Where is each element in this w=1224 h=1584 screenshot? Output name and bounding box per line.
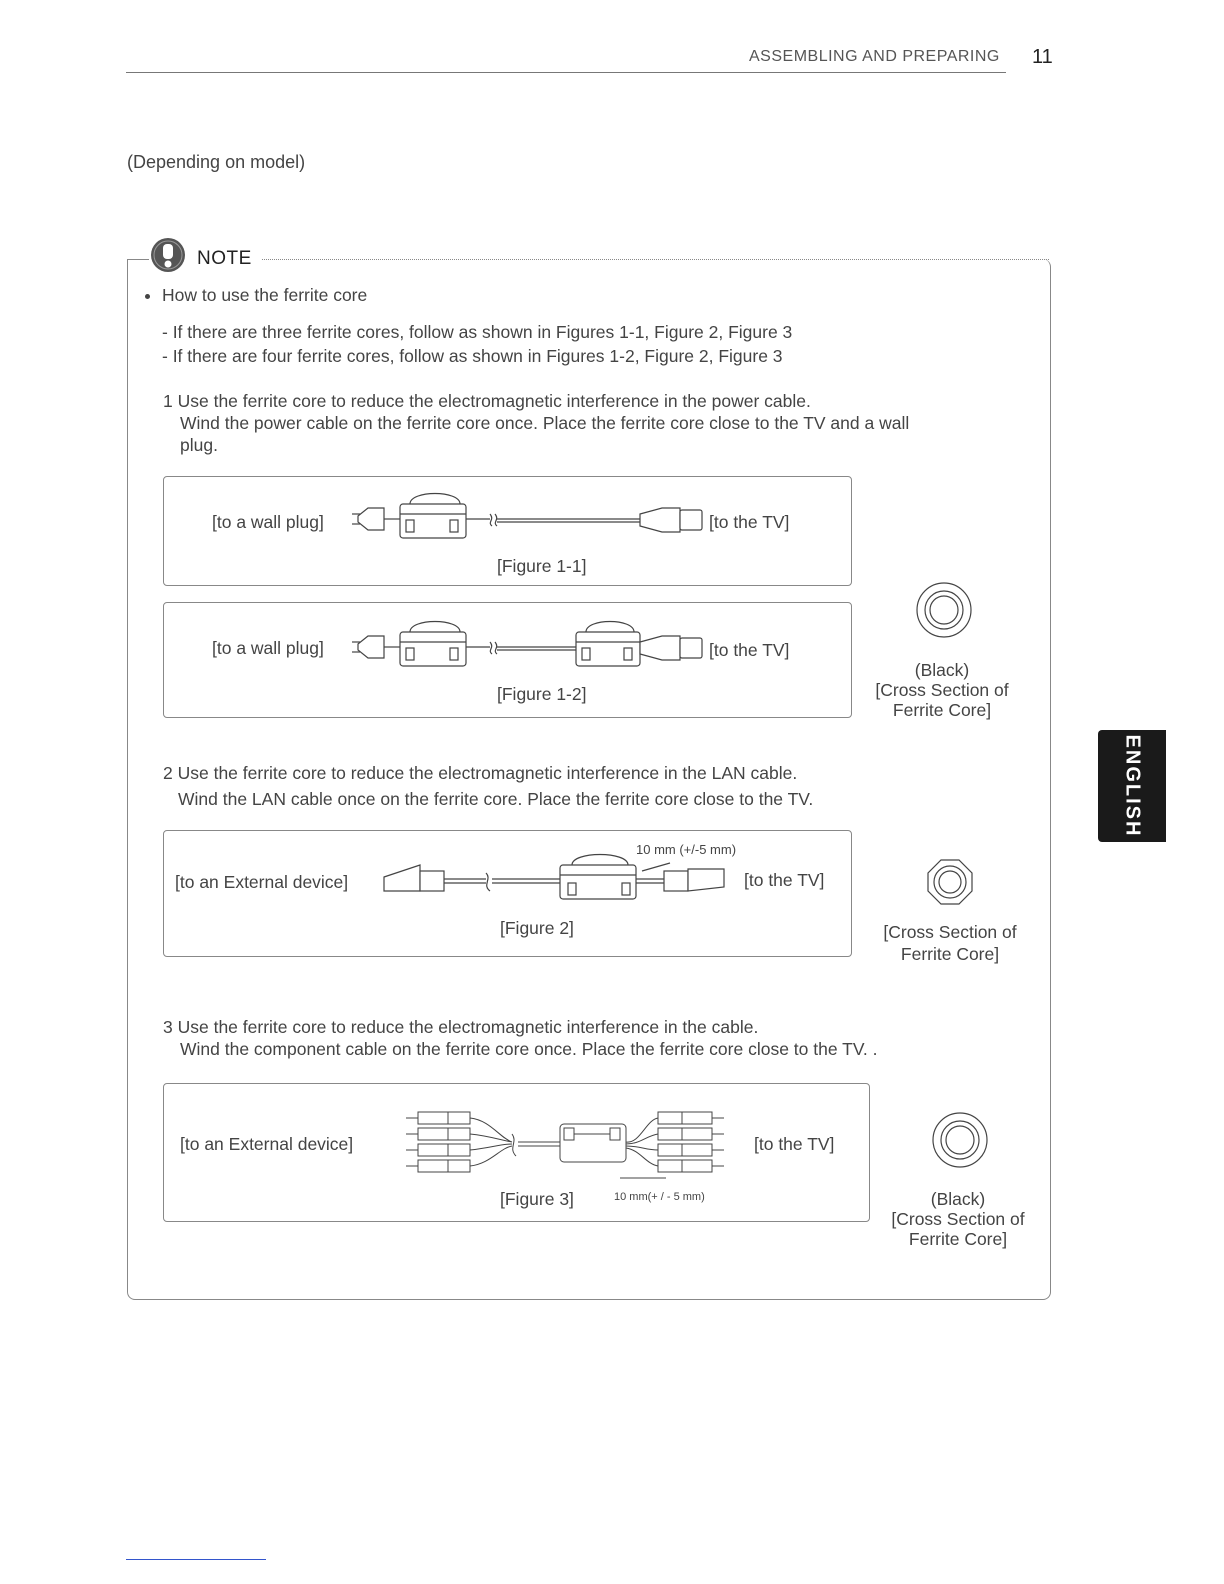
note-bullet-text: How to use the ferrite core [162, 285, 368, 305]
step-3-line-1: 3 Use the ferrite core to reduce the electromagnetic interference in the cable. [163, 1017, 759, 1037]
lan-cable-illustration [380, 855, 740, 905]
step-1-line-2: Wind the power cable on the ferrite core once. Place the ferrite core close to the TV and a wall [180, 413, 910, 433]
page-number: 11 [1032, 46, 1053, 68]
figure-2-left-label: [to an External device] [175, 872, 349, 892]
figure-1-1-right-label: [to the TV] [709, 512, 790, 532]
language-side-tab [1098, 730, 1166, 842]
cross-section-1-line-2: Ferrite Core] [892, 700, 992, 720]
step-1-line-3: plug. [180, 435, 218, 455]
figure-1-1-caption: [Figure 1-1] [497, 556, 587, 576]
note-line-2: - If there are four ferrite cores, follow as shown in Figures 1-2, Figure 2, Figure 3 [162, 346, 783, 366]
figure-1-1-left-label: [to a wall plug] [212, 512, 324, 532]
exclamation-icon [150, 237, 186, 273]
note-line-1: - If there are three ferrite cores, follow as shown in Figures 1-1, Figure 2, Figure 3 [162, 322, 793, 342]
step-2-line-2: Wind the LAN cable once on the ferrite core. Place the ferrite core close to the TV. [178, 789, 814, 809]
note-box-top-left-border [127, 259, 149, 260]
figure-3-caption: [Figure 3] [500, 1189, 574, 1209]
ferrite-core-cross-section-icon [925, 857, 975, 907]
component-cable-illustration [400, 1108, 730, 1184]
step-2-line-1: 2 Use the ferrite core to reduce the electromagnetic interference in the LAN cable. [163, 763, 798, 783]
cross-section-3-color: (Black) [930, 1189, 986, 1209]
figure-3-right-label: [to the TV] [754, 1134, 835, 1154]
footer-rule [126, 1559, 266, 1560]
figure-3-left-label: [to an External device] [180, 1134, 354, 1154]
figure-2-measure: 10 mm (+/-5 mm) [636, 842, 737, 857]
figure-2-caption: [Figure 2] [500, 918, 574, 938]
cross-section-3-line-1: [Cross Section of [891, 1209, 1025, 1229]
figure-3-measure: 10 mm(+ / - 5 mm) [614, 1191, 705, 1203]
step-3-line-2: Wind the component cable on the ferrite core once. Place the ferrite core close to the TV. . [180, 1039, 878, 1059]
note-box-top-right-border [262, 259, 1049, 260]
power-cable-two-cores-illustration [350, 616, 710, 678]
cross-section-3-line-2: Ferrite Core] [908, 1229, 1008, 1249]
ferrite-core-cross-section-icon [930, 1110, 990, 1170]
cross-section-1-color: (Black) [914, 660, 970, 680]
note-bullet [145, 284, 367, 306]
figure-1-2-right-label: [to the TV] [709, 640, 790, 660]
header-divider [126, 72, 1006, 73]
bullet-dot [145, 294, 150, 299]
model-note: (Depending on model) [127, 152, 306, 172]
section-title: ASSEMBLING AND PREPARING [749, 48, 1000, 65]
figure-1-2-caption: [Figure 1-2] [497, 684, 587, 704]
power-cable-illustration [350, 490, 710, 550]
language-side-tab-label: ENGLISH [1121, 734, 1144, 838]
cross-section-1-line-1: [Cross Section of [875, 680, 1009, 700]
cross-section-2-line-2: Ferrite Core] [900, 944, 1000, 964]
figure-1-2-left-label: [to a wall plug] [212, 638, 324, 658]
step-1-line-1: 1 Use the ferrite core to reduce the electromagnetic interference in the power cable. [163, 391, 811, 411]
ferrite-core-cross-section-icon [914, 580, 974, 640]
note-label: NOTE [197, 248, 252, 269]
cross-section-2-line-1: [Cross Section of [883, 922, 1017, 942]
figure-2-right-label: [to the TV] [744, 870, 825, 890]
